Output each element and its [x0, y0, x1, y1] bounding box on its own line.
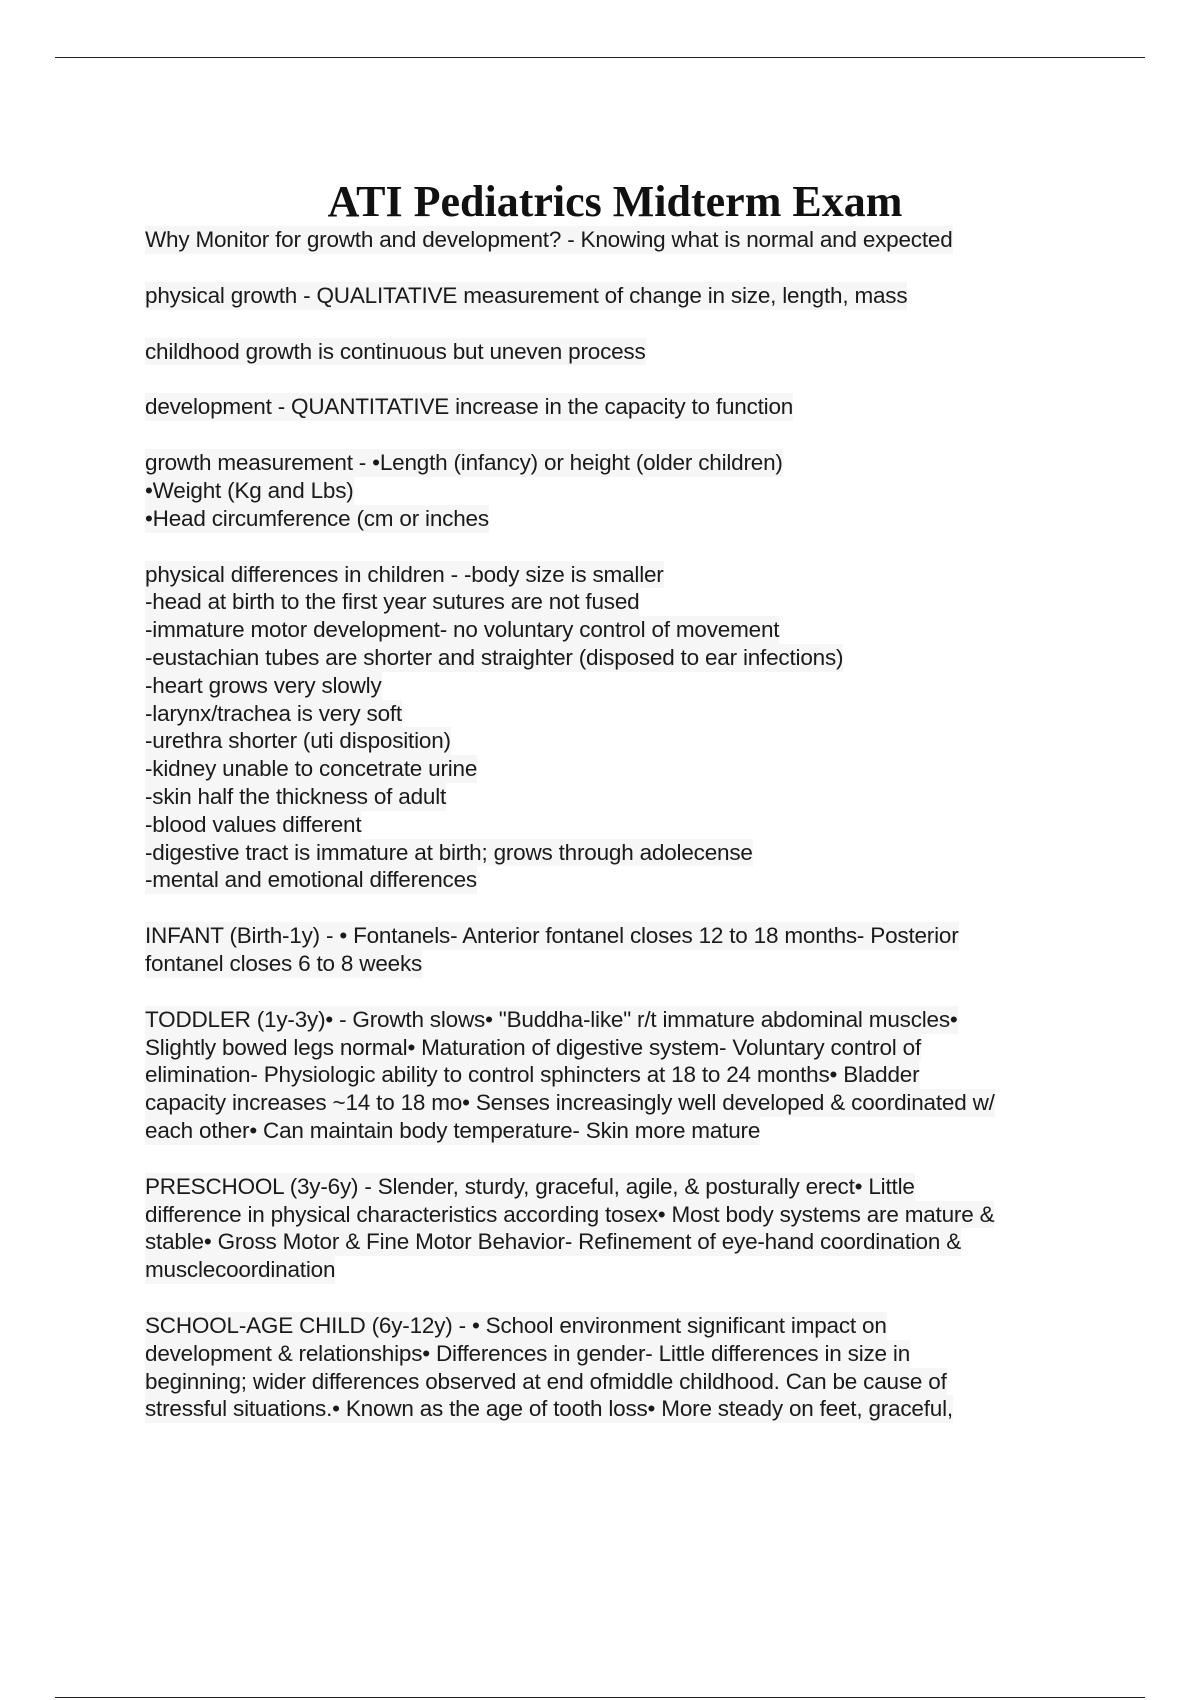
entry-line: beginning; wider differences observed at end ofmiddle childhood. Can be cause of: [145, 1368, 947, 1394]
entry-line: elimination- Physiologic ability to control sphincters at 18 to 24 months• Bladder: [145, 1062, 920, 1088]
entry-line: •Weight (Kg and Lbs): [145, 477, 354, 503]
entry-line: each other• Can maintain body temperature- Skin more mature: [145, 1117, 761, 1143]
entry-line: -head at birth to the first year sutures are not fused: [145, 589, 640, 615]
qa-entry: [145, 1173, 1090, 1284]
entry-line: -larynx/trachea is very soft: [145, 700, 402, 726]
entry-line: -kidney unable to concetrate urine: [145, 756, 478, 782]
qa-entry: [145, 561, 1090, 895]
entry-line: TODDLER (1y-3y)• - Growth slows• "Buddha-like" r/t immature abdominal muscles•: [145, 1006, 958, 1032]
entry-line: -digestive tract is immature at birth; grows through adolecense: [145, 839, 753, 865]
entry-line: childhood growth is continuous but uneven process: [145, 338, 646, 364]
document-body: [145, 226, 1090, 1451]
qa-entry: [145, 393, 1090, 421]
entry-line: •Head circumference (cm or inches: [145, 505, 489, 531]
entry-line: -blood values different: [145, 811, 362, 837]
qa-entry: [145, 282, 1090, 310]
entry-line: -immature motor development- no voluntary control of movement: [145, 617, 780, 643]
qa-entry: [145, 922, 1090, 978]
entry-line: musclecoordination: [145, 1257, 336, 1283]
qa-entry: [145, 1006, 1090, 1145]
entry-line: capacity increases ~14 to 18 mo• Senses increasingly well developed & coordinated w/: [145, 1090, 995, 1116]
page-title: ATI Pediatrics Midterm Exam: [327, 177, 903, 227]
entry-line: Why Monitor for growth and development? - Knowing what is normal and expected: [145, 227, 953, 252]
entry-line: PRESCHOOL (3y-6y) - Slender, sturdy, graceful, agile, & posturally erect• Little: [145, 1173, 915, 1199]
entry-line: -skin half the thickness of adult: [145, 783, 447, 809]
entry-line: -mental and emotional differences: [145, 867, 477, 893]
entry-line: stressful situations.• Known as the age of tooth loss• More steady on feet, graceful,: [145, 1396, 953, 1422]
entry-line: growth measurement - •Length (infancy) or height (older children): [145, 450, 783, 476]
qa-entry: [145, 338, 1090, 366]
qa-entry: [145, 1312, 1090, 1423]
entry-line: difference in physical characteristics according tosex• Most body systems are mature &: [145, 1201, 995, 1227]
entry-line: physical growth - QUALITATIVE measurement of change in size, length, mass: [145, 282, 908, 308]
entry-line: development - QUANTITATIVE increase in the capacity to function: [145, 394, 794, 420]
entry-line: Slightly bowed legs normal• Maturation of digestive system- Voluntary control of: [145, 1034, 922, 1060]
entry-line: INFANT (Birth-1y) - • Fontanels- Anterior fontanel closes 12 to 18 months- Posterior: [145, 923, 959, 949]
bottom-rule: [55, 1697, 1145, 1698]
qa-entry: [145, 449, 1090, 532]
entry-line: stable• Gross Motor & Fine Motor Behavior- Refinement of eye-hand coordination &: [145, 1229, 962, 1255]
entry-line: physical differences in children - -body size is smaller: [145, 561, 664, 587]
entry-line: fontanel closes 6 to 8 weeks: [145, 950, 423, 976]
entry-line: -eustachian tubes are shorter and straighter (disposed to ear infections): [145, 644, 844, 670]
entry-line: development & relationships• Differences in gender- Little differences in size in: [145, 1340, 911, 1366]
qa-entry: [145, 226, 1090, 254]
entry-line: -urethra shorter (uti disposition): [145, 728, 451, 754]
entry-line: -heart grows very slowly: [145, 672, 382, 698]
entry-line: SCHOOL-AGE CHILD (6y-12y) - • School environment significant impact on: [145, 1312, 887, 1338]
top-rule: [55, 57, 1145, 58]
